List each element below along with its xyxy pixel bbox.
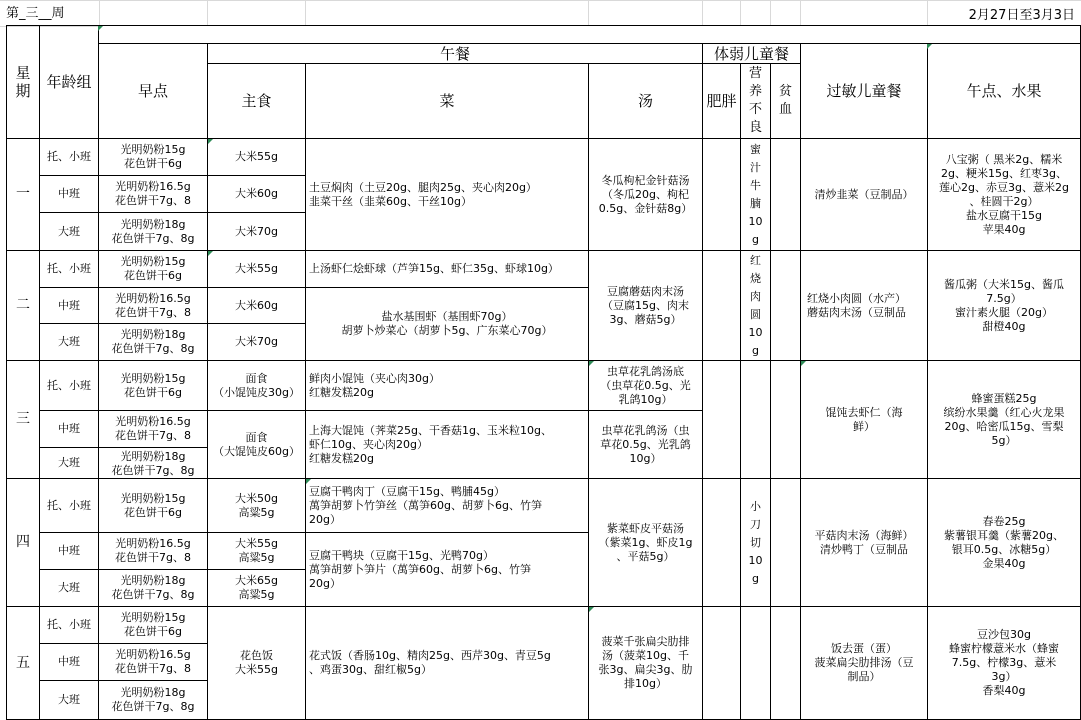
soup-cell: 虫草花乳鸽汤（虫 草花0.5g、光乳鸽 10g）: [588, 410, 703, 479]
comment-marker-icon: [98, 26, 103, 31]
staple-cell: 大米60g: [207, 175, 306, 213]
breakfast-cell: 光明奶粉15g 花色饼干6g: [98, 138, 208, 176]
soup-cell: 菠菜千张扁尖肋排 汤（菠菜10g、千 张3g、扁尖3g、肋 排10g）: [588, 606, 703, 720]
anemia-cell: [770, 138, 801, 251]
comment-marker-icon: [927, 44, 932, 49]
group-middle: 中班: [39, 532, 99, 570]
group-small: 托、小班: [39, 360, 99, 411]
comment-marker-icon: [801, 361, 806, 366]
header-weak-meal: 体弱儿童餐: [702, 43, 801, 64]
dish-cell: 豆腐干鸭块（豆腐干15g、光鸭70g） 萬笋胡萝卜笋片（萬笋60g、胡萝卜6g、竹笋 20g）: [305, 532, 589, 607]
obese-cell: [702, 606, 741, 720]
breakfast-cell: 光明奶粉18g 花色饼干7g、8g: [98, 569, 208, 607]
breakfast-cell: 光明奶粉15g 花色饼干6g: [98, 478, 208, 533]
breakfast-cell: 光明奶粉16.5g 花色饼干7g、8: [98, 532, 208, 570]
comment-marker-icon: [208, 139, 213, 144]
weekday-cell: 三: [6, 360, 40, 479]
group-large: 大班: [39, 212, 99, 251]
malnutrition-cell: 红烧肉圆10g: [740, 250, 771, 361]
gridline: [305, 0, 306, 26]
obese-cell: [702, 138, 741, 251]
group-large: 大班: [39, 569, 99, 607]
staple-cell: 面食 （小馄饨皮30g）: [207, 360, 306, 411]
afternoon-cell: 豆沙包30g 蜂蜜柠檬薏米水（蜂蜜 7.5g、柠檬3g、薏米 3g） 香梨40g: [927, 606, 1081, 720]
anemia-cell: [770, 250, 801, 361]
header-breakfast: 早点: [98, 43, 208, 139]
breakfast-cell: 光明奶粉16.5g 花色饼干7g、8: [98, 643, 208, 681]
group-small: 托、小班: [39, 250, 99, 288]
malnutrition-cell: 蜜汁牛腩10g: [740, 138, 771, 251]
staple-cell: 面食 （大馄饨皮60g）: [207, 410, 306, 479]
allergy-cell: 清炒韭菜（豆制品）: [800, 138, 928, 251]
dish-cell: 豆腐干鸭肉丁（豆腐干15g、鸭脯45g） 萬笋胡萝卜竹笋丝（萬笋60g、胡萝卜6g、竹笋 20g）: [305, 478, 589, 533]
header-anemia: 贫血: [770, 63, 801, 139]
breakfast-cell: 光明奶粉15g 花色饼干6g: [98, 606, 208, 644]
dish-cell: 花式饭（香肠10g、精肉25g、西芹30g、青豆5g 、鸡蛋30g、甜红椒5g）: [305, 606, 589, 720]
weekday-cell: 五: [6, 606, 40, 720]
allergy-cell: 饭去蛋（蛋） 菠菜扁尖肋排汤（豆 制品）: [800, 606, 928, 720]
header-dish: 菜: [305, 63, 589, 139]
breakfast-cell: 光明奶粉15g 花色饼干6g: [98, 250, 208, 288]
weekday-cell: 一: [6, 138, 40, 251]
obese-cell: [702, 478, 741, 607]
allergy-cell: 红烧小肉圆（水产） 蘑菇肉末汤（豆制品: [800, 250, 928, 361]
breakfast-cell: 光明奶粉18g 花色饼干7g、8g: [98, 212, 208, 251]
header-weekday: 星期: [6, 25, 40, 139]
header-obese: 肥胖: [702, 63, 741, 139]
anemia-cell: [770, 360, 801, 479]
allergy-cell: 平菇肉末汤（海鲜） 清炒鸭丁（豆制品: [800, 478, 928, 607]
afternoon-cell: 八宝粥（ 黑米2g、糯米 2g、粳米15g、红枣3g、 莲心2g、赤豆3g、薏米2g 、桂圆干2g） 盐水豆腐干15g 苹果40g: [927, 138, 1081, 251]
group-middle: 中班: [39, 175, 99, 213]
gridline: [800, 0, 801, 26]
malnutrition-cell: [740, 360, 771, 479]
header-soup: 汤: [588, 63, 703, 139]
header-allergy: 过敏儿童餐: [800, 43, 928, 139]
gridline: [0, 0, 1081, 1]
header-malnutrition: 营养不良: [740, 63, 771, 139]
group-large: 大班: [39, 680, 99, 720]
gridline: [927, 0, 928, 26]
breakfast-cell: 光明奶粉16.5g 花色饼干7g、8: [98, 287, 208, 324]
dish-cell: 土豆焖肉（土豆20g、腿肉25g、夹心肉20g） 韭菜干丝（韭菜60g、干丝10g）: [305, 138, 589, 251]
obese-cell: [702, 360, 741, 479]
breakfast-cell: 光明奶粉16.5g 花色饼干7g、8: [98, 410, 208, 448]
staple-cell: 大米55g: [207, 250, 306, 288]
afternoon-cell: 蜂蜜蛋糕25g 缤纷水果羹（红心火龙果 20g、哈密瓜15g、雪梨 5g）: [927, 360, 1081, 479]
group-middle: 中班: [39, 410, 99, 448]
comment-marker-icon: [589, 607, 594, 612]
dish-cell: 鲜肉小馄饨（夹心肉30g） 红糖发糕20g: [305, 360, 589, 411]
comment-marker-icon: [208, 251, 213, 256]
soup-cell: 紫菜虾皮平菇汤 （紫菜1g、虾皮1g 、平菇5g）: [588, 478, 703, 607]
obese-cell: [702, 250, 741, 361]
group-middle: 中班: [39, 643, 99, 681]
gridline: [702, 0, 703, 26]
dish-cell: 上海大馄饨（荠菜25g、干香菇1g、玉米粒10g、 虾仁10g、夹心肉20g） 红糖发糕20g: [305, 410, 589, 479]
weekday-cell: 二: [6, 250, 40, 361]
breakfast-cell: 光明奶粉15g 花色饼干6g: [98, 360, 208, 411]
anemia-cell: [770, 478, 801, 607]
dish-cell: 上汤虾仁烩虾球（芦笋15g、虾仁35g、虾球10g）: [305, 250, 589, 288]
soup-cell: 豆腐蘑菇肉末汤 （豆腐15g、肉末 3g、蘑菇5g）: [588, 250, 703, 361]
malnutrition-cell: 小刀切10g: [740, 478, 771, 607]
group-small: 托、小班: [39, 478, 99, 533]
dish-cell: 盐水基围虾（基围虾70g） 胡萝卜炒菜心（胡萝卜5g、广东菜心70g）: [305, 287, 589, 361]
group-large: 大班: [39, 447, 99, 479]
staple-cell: 大米55g 高粱5g: [207, 532, 306, 570]
staple-cell: 大米55g: [207, 138, 306, 176]
group-small: 托、小班: [39, 138, 99, 176]
anemia-cell: [770, 606, 801, 720]
soup-cell: 虫草花乳鸽汤底 （虫草花0.5g、光 乳鸽10g）: [588, 360, 703, 411]
gridline: [740, 0, 741, 26]
allergy-cell: 馄饨去虾仁（海 鲜）: [800, 360, 928, 479]
header-lunch: 午餐: [207, 43, 703, 64]
header-age-group: 年龄组: [39, 25, 99, 139]
header-top-blank: [98, 25, 1081, 44]
breakfast-cell: 光明奶粉18g 花色饼干7g、8g: [98, 680, 208, 720]
group-large: 大班: [39, 323, 99, 361]
comment-marker-icon: [589, 361, 594, 366]
staple-cell: 大米70g: [207, 212, 306, 251]
breakfast-cell: 光明奶粉18g 花色饼干7g、8g: [98, 447, 208, 479]
group-small: 托、小班: [39, 606, 99, 644]
staple-cell: 大米65g 高粱5g: [207, 569, 306, 607]
gridline: [207, 0, 208, 26]
group-middle: 中班: [39, 287, 99, 324]
comment-marker-icon: [306, 479, 311, 484]
staple-cell: 大米50g 高粱5g: [207, 478, 306, 533]
afternoon-cell: 酱瓜粥（大米15g、酱瓜 7.5g） 蜜汁素火腿（20g） 甜橙40g: [927, 250, 1081, 361]
malnutrition-cell: [740, 606, 771, 720]
gridline: [99, 0, 100, 26]
soup-cell: 冬瓜枸杞金针菇汤 （冬瓜20g、枸杞 0.5g、金针菇8g）: [588, 138, 703, 251]
header-staple: 主食: [207, 63, 306, 139]
week-label: 第_三__周: [6, 6, 65, 21]
staple-cell: 花色饭 大米55g: [207, 606, 306, 720]
breakfast-cell: 光明奶粉16.5g 花色饼干7g、8: [98, 175, 208, 213]
staple-cell: 大米60g: [207, 287, 306, 324]
breakfast-cell: 光明奶粉18g 花色饼干7g、8g: [98, 323, 208, 361]
afternoon-cell: 春卷25g 紫薯银耳羹（紫薯20g、 银耳0.5g、冰糖5g） 金果40g: [927, 478, 1081, 607]
staple-cell: 大米70g: [207, 323, 306, 361]
date-range: 2月27日至3月3日: [968, 8, 1075, 23]
weekday-cell: 四: [6, 478, 40, 607]
gridline: [770, 0, 771, 26]
header-afternoon: 午点、水果: [927, 43, 1081, 139]
gridline: [588, 0, 589, 26]
